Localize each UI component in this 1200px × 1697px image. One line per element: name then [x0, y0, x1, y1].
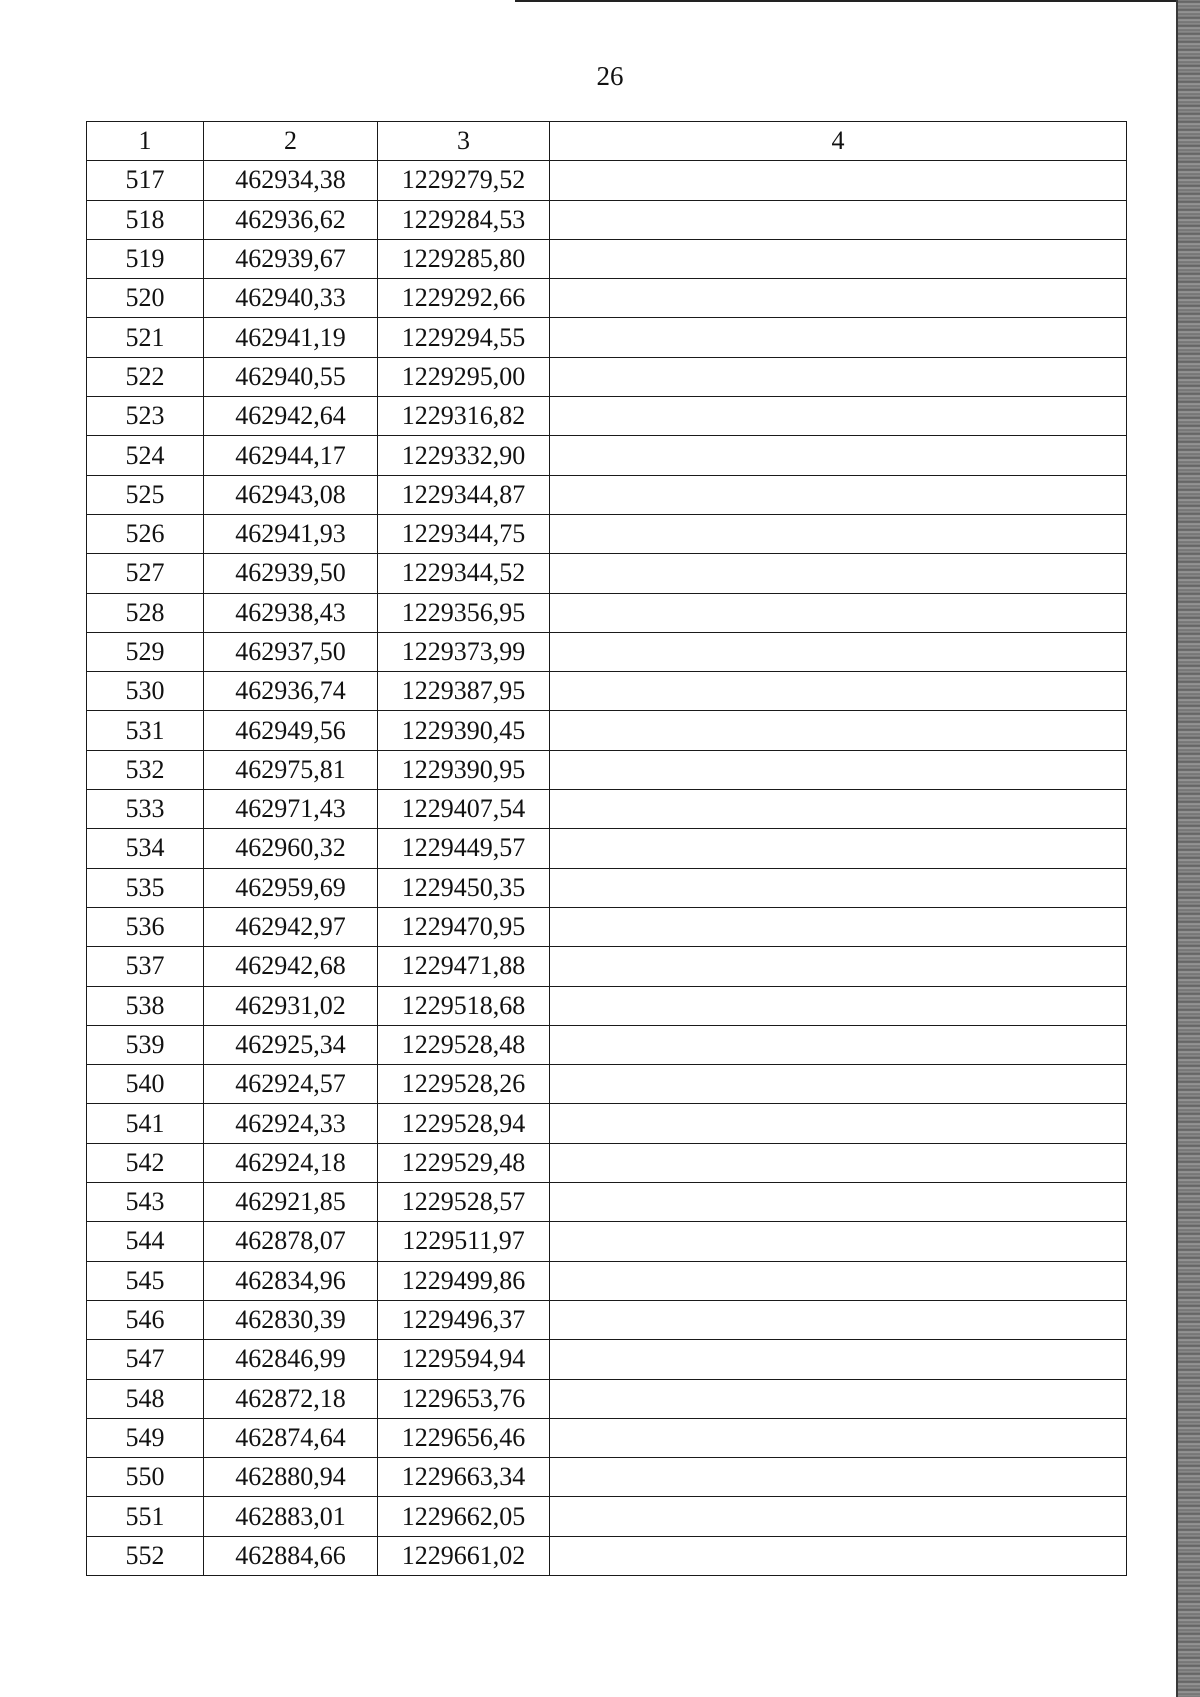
x-coordinate-cell: 462924,57: [204, 1065, 378, 1104]
x-coordinate-cell: 462975,81: [204, 750, 378, 789]
table-row: [87, 986, 1127, 1025]
description-cell: [550, 907, 1127, 946]
description-cell: [550, 593, 1127, 632]
table-row: [87, 397, 1127, 436]
description-cell: [550, 279, 1127, 318]
x-coordinate-cell: 462936,62: [204, 200, 378, 239]
point-number-cell: 547: [87, 1340, 204, 1379]
description-cell: [550, 397, 1127, 436]
description-cell: [550, 357, 1127, 396]
description-cell: [550, 318, 1127, 357]
point-number-cell: 525: [87, 475, 204, 514]
x-coordinate-cell: 462959,69: [204, 868, 378, 907]
y-coordinate-cell: 1229332,90: [378, 436, 550, 475]
y-coordinate-cell: 1229663,34: [378, 1458, 550, 1497]
table-row: [87, 279, 1127, 318]
x-coordinate-cell: 462834,96: [204, 1261, 378, 1300]
table-row: [87, 554, 1127, 593]
y-coordinate-cell: 1229387,95: [378, 672, 550, 711]
y-coordinate-cell: 1229292,66: [378, 279, 550, 318]
y-coordinate-cell: 1229529,48: [378, 1143, 550, 1182]
point-number-cell: 524: [87, 436, 204, 475]
y-coordinate-cell: 1229390,45: [378, 711, 550, 750]
description-cell: [550, 436, 1127, 475]
description-cell: [550, 1025, 1127, 1064]
table-row: [87, 907, 1127, 946]
x-coordinate-cell: 462940,55: [204, 357, 378, 396]
description-cell: [550, 554, 1127, 593]
y-coordinate-cell: 1229344,87: [378, 475, 550, 514]
x-coordinate-cell: 462883,01: [204, 1497, 378, 1536]
x-coordinate-cell: 462846,99: [204, 1340, 378, 1379]
point-number-cell: 551: [87, 1497, 204, 1536]
table-row: [87, 1340, 1127, 1379]
table-row: [87, 436, 1127, 475]
table-row: [87, 1536, 1127, 1575]
point-number-cell: 531: [87, 711, 204, 750]
point-number-cell: 538: [87, 986, 204, 1025]
point-number-cell: 532: [87, 750, 204, 789]
y-coordinate-cell: 1229496,37: [378, 1300, 550, 1339]
y-coordinate-cell: 1229449,57: [378, 829, 550, 868]
x-coordinate-cell: 462941,19: [204, 318, 378, 357]
y-coordinate-cell: 1229656,46: [378, 1418, 550, 1457]
description-cell: [550, 514, 1127, 553]
description-cell: [550, 475, 1127, 514]
description-cell: [550, 790, 1127, 829]
x-coordinate-cell: 462925,34: [204, 1025, 378, 1064]
point-number-cell: 534: [87, 829, 204, 868]
x-coordinate-cell: 462942,64: [204, 397, 378, 436]
x-coordinate-cell: 462872,18: [204, 1379, 378, 1418]
x-coordinate-cell: 462949,56: [204, 711, 378, 750]
point-number-cell: 530: [87, 672, 204, 711]
x-coordinate-cell: 462830,39: [204, 1300, 378, 1339]
point-number-cell: 552: [87, 1536, 204, 1575]
point-number-cell: 527: [87, 554, 204, 593]
point-number-cell: 544: [87, 1222, 204, 1261]
point-number-cell: 526: [87, 514, 204, 553]
point-number-cell: 540: [87, 1065, 204, 1104]
x-coordinate-cell: 462939,67: [204, 239, 378, 278]
point-number-cell: 545: [87, 1261, 204, 1300]
point-number-cell: 541: [87, 1104, 204, 1143]
y-coordinate-cell: 1229279,52: [378, 161, 550, 200]
table-row: [87, 475, 1127, 514]
point-number-cell: 529: [87, 632, 204, 671]
y-coordinate-cell: 1229518,68: [378, 986, 550, 1025]
column-header-1: 1: [87, 122, 204, 161]
point-number-cell: 520: [87, 279, 204, 318]
point-number-cell: 543: [87, 1183, 204, 1222]
description-cell: [550, 161, 1127, 200]
description-cell: [550, 1340, 1127, 1379]
x-coordinate-cell: 462944,17: [204, 436, 378, 475]
y-coordinate-cell: 1229594,94: [378, 1340, 550, 1379]
table-row: [87, 1104, 1127, 1143]
point-number-cell: 546: [87, 1300, 204, 1339]
y-coordinate-cell: 1229499,86: [378, 1261, 550, 1300]
description-cell: [550, 1497, 1127, 1536]
y-coordinate-cell: 1229450,35: [378, 868, 550, 907]
y-coordinate-cell: 1229285,80: [378, 239, 550, 278]
x-coordinate-cell: 462924,33: [204, 1104, 378, 1143]
description-cell: [550, 632, 1127, 671]
y-coordinate-cell: 1229528,26: [378, 1065, 550, 1104]
description-cell: [550, 947, 1127, 986]
table-row: [87, 1300, 1127, 1339]
description-cell: [550, 239, 1127, 278]
page-number: 26: [596, 61, 624, 91]
point-number-cell: 528: [87, 593, 204, 632]
point-number-cell: 550: [87, 1458, 204, 1497]
x-coordinate-cell: 462934,38: [204, 161, 378, 200]
table-row: [87, 1025, 1127, 1064]
description-cell: [550, 868, 1127, 907]
point-number-cell: 518: [87, 200, 204, 239]
column-header-3: 3: [378, 122, 550, 161]
y-coordinate-cell: 1229653,76: [378, 1379, 550, 1418]
description-cell: [550, 1536, 1127, 1575]
table-row: [87, 514, 1127, 553]
table-row: [87, 868, 1127, 907]
table-row: [87, 1379, 1127, 1418]
table-row: [87, 239, 1127, 278]
table-row: [87, 1143, 1127, 1182]
y-coordinate-cell: 1229344,52: [378, 554, 550, 593]
y-coordinate-cell: 1229471,88: [378, 947, 550, 986]
y-coordinate-cell: 1229661,02: [378, 1536, 550, 1575]
description-cell: [550, 986, 1127, 1025]
table-row: [87, 200, 1127, 239]
y-coordinate-cell: 1229294,55: [378, 318, 550, 357]
table-row: [87, 750, 1127, 789]
x-coordinate-cell: 462960,32: [204, 829, 378, 868]
table-row: [87, 711, 1127, 750]
point-number-cell: 536: [87, 907, 204, 946]
point-number-cell: 523: [87, 397, 204, 436]
point-number-cell: 542: [87, 1143, 204, 1182]
table-row: [87, 632, 1127, 671]
point-number-cell: 549: [87, 1418, 204, 1457]
scan-top-rule: [515, 0, 1185, 2]
scan-edge-shadow: [1178, 0, 1200, 1697]
table-row: [87, 1261, 1127, 1300]
point-number-cell: 535: [87, 868, 204, 907]
description-cell: [550, 1183, 1127, 1222]
table-row: [87, 829, 1127, 868]
description-cell: [550, 750, 1127, 789]
y-coordinate-cell: 1229528,57: [378, 1183, 550, 1222]
point-number-cell: 539: [87, 1025, 204, 1064]
table-row: [87, 1183, 1127, 1222]
description-cell: [550, 1104, 1127, 1143]
point-number-cell: 533: [87, 790, 204, 829]
table-row: [87, 318, 1127, 357]
x-coordinate-cell: 462878,07: [204, 1222, 378, 1261]
table-row: [87, 1497, 1127, 1536]
table-row: [87, 1222, 1127, 1261]
y-coordinate-cell: 1229316,82: [378, 397, 550, 436]
table-row: [87, 1418, 1127, 1457]
description-cell: [550, 1143, 1127, 1182]
table-body: [87, 161, 1127, 1576]
table-row: [87, 357, 1127, 396]
table-row: [87, 672, 1127, 711]
description-cell: [550, 672, 1127, 711]
x-coordinate-cell: 462942,68: [204, 947, 378, 986]
table-row: [87, 790, 1127, 829]
point-number-cell: 517: [87, 161, 204, 200]
x-coordinate-cell: 462937,50: [204, 632, 378, 671]
point-number-cell: 522: [87, 357, 204, 396]
table-header-row: [87, 122, 1127, 161]
y-coordinate-cell: 1229295,00: [378, 357, 550, 396]
description-cell: [550, 1300, 1127, 1339]
y-coordinate-cell: 1229390,95: [378, 750, 550, 789]
y-coordinate-cell: 1229356,95: [378, 593, 550, 632]
x-coordinate-cell: 462921,85: [204, 1183, 378, 1222]
y-coordinate-cell: 1229373,99: [378, 632, 550, 671]
x-coordinate-cell: 462874,64: [204, 1418, 378, 1457]
table-row: [87, 161, 1127, 200]
column-header-4: 4: [550, 122, 1127, 161]
x-coordinate-cell: 462971,43: [204, 790, 378, 829]
description-cell: [550, 200, 1127, 239]
y-coordinate-cell: 1229344,75: [378, 514, 550, 553]
table-row: [87, 1065, 1127, 1104]
x-coordinate-cell: 462931,02: [204, 986, 378, 1025]
description-cell: [550, 829, 1127, 868]
y-coordinate-cell: 1229528,48: [378, 1025, 550, 1064]
coordinates-table: [86, 121, 1127, 1576]
point-number-cell: 537: [87, 947, 204, 986]
description-cell: [550, 1379, 1127, 1418]
table-row: [87, 947, 1127, 986]
y-coordinate-cell: 1229284,53: [378, 200, 550, 239]
point-number-cell: 521: [87, 318, 204, 357]
point-number-cell: 548: [87, 1379, 204, 1418]
description-cell: [550, 1222, 1127, 1261]
x-coordinate-cell: 462942,97: [204, 907, 378, 946]
x-coordinate-cell: 462943,08: [204, 475, 378, 514]
y-coordinate-cell: 1229407,54: [378, 790, 550, 829]
y-coordinate-cell: 1229528,94: [378, 1104, 550, 1143]
description-cell: [550, 1065, 1127, 1104]
table-row: [87, 1458, 1127, 1497]
x-coordinate-cell: 462939,50: [204, 554, 378, 593]
description-cell: [550, 1418, 1127, 1457]
description-cell: [550, 1261, 1127, 1300]
x-coordinate-cell: 462936,74: [204, 672, 378, 711]
table-row: [87, 593, 1127, 632]
point-number-cell: 519: [87, 239, 204, 278]
y-coordinate-cell: 1229662,05: [378, 1497, 550, 1536]
x-coordinate-cell: 462940,33: [204, 279, 378, 318]
description-cell: [550, 711, 1127, 750]
y-coordinate-cell: 1229470,95: [378, 907, 550, 946]
x-coordinate-cell: 462938,43: [204, 593, 378, 632]
x-coordinate-cell: 462880,94: [204, 1458, 378, 1497]
y-coordinate-cell: 1229511,97: [378, 1222, 550, 1261]
x-coordinate-cell: 462941,93: [204, 514, 378, 553]
x-coordinate-cell: 462924,18: [204, 1143, 378, 1182]
description-cell: [550, 1458, 1127, 1497]
column-header-2: 2: [204, 122, 378, 161]
x-coordinate-cell: 462884,66: [204, 1536, 378, 1575]
